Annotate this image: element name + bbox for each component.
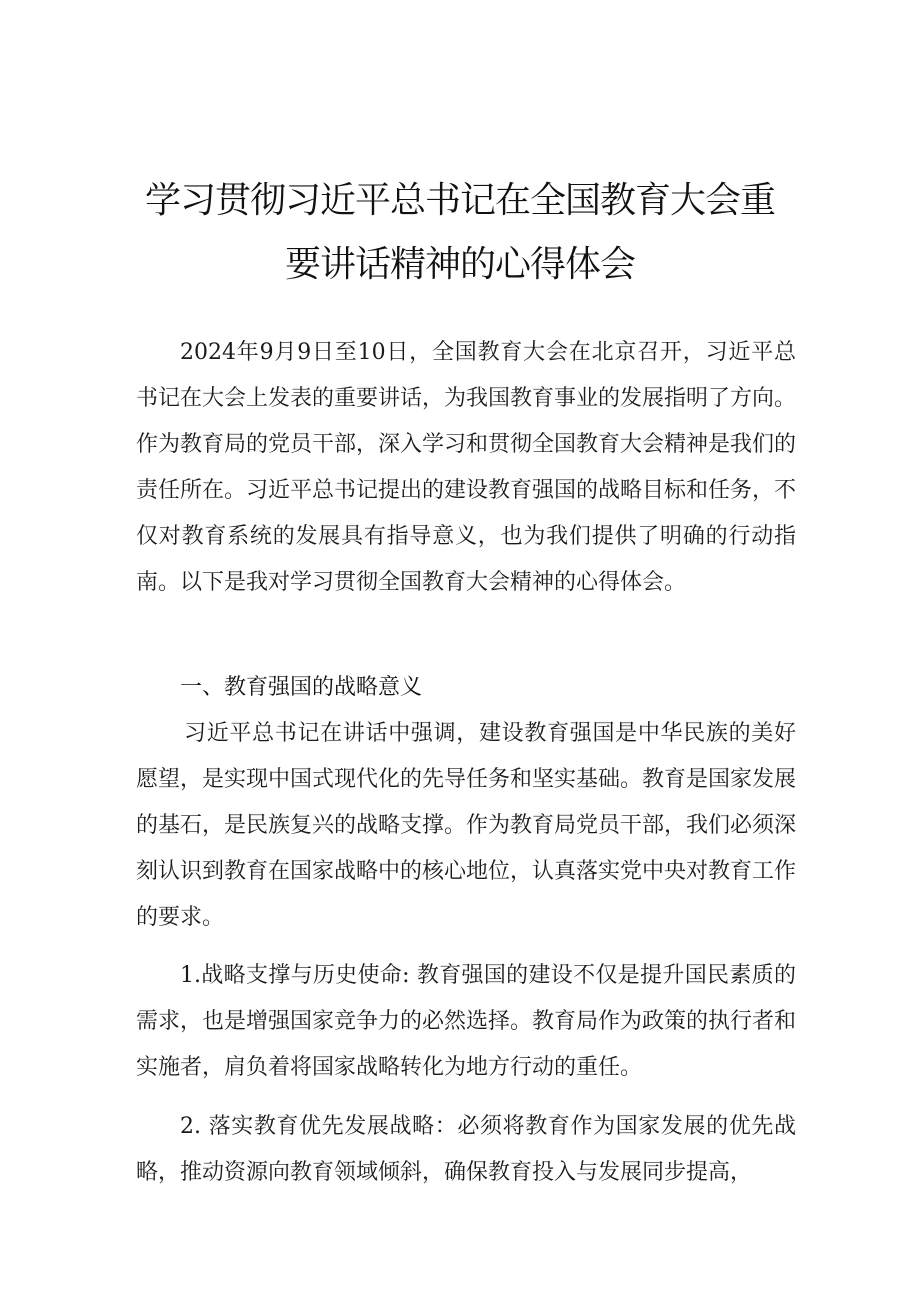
document-title-line2: 要讲话精神的心得体会 xyxy=(284,244,635,285)
section1-paragraph: 习近平总书记在讲话中强调，建设教育强国是中华民族的美好愿望，是实现中国式现代化的先导任务和坚实基础。教育是国家发展的基石，是民族复兴的战略支撑。作为教育局党员干部，我们必须深刻认识到教育在国家战略中的核心地位，认真落实党中央对教育工作的要求。 xyxy=(136,721,797,930)
document-title-line1: 学习贯彻习近平总书记在全国教育大会重 xyxy=(144,180,775,221)
point-2-paragraph: 2. 落实教育优先发展战略：必须将教育作为国家发展的优先战略，推动资源向教育领域倾斜，确保教育投入与发展同步提高， xyxy=(136,1114,796,1185)
intro-paragraph: 2024年9月9日至10日，全国教育大会在北京召开，习近平总书记在大会上发表的重要讲话，为我国教育事业的发展指明了方向。作为教育局的党员干部，深入学习和贯彻全国教育大会精神是我们的责任所在。习近平总书记提出的建设教育强国的战略目标和任务，不仅对教育系统的发展具有指导意义，也为我们提供了明确的行动指南。以下是我对学习贯彻全国教育大会精神的心得体会。 xyxy=(136,340,797,595)
section-heading-1: 一、教育强国的战略意义 xyxy=(180,675,423,700)
point-1-paragraph: 1.战略支撑与历史使命: 教育强国的建设不仅是提升国民素质的需求，也是增强国家竞争力的必然选择。教育局作为政策的执行者和实施者，肩负着将国家战略转化为地方行动的重任。 xyxy=(136,963,797,1080)
